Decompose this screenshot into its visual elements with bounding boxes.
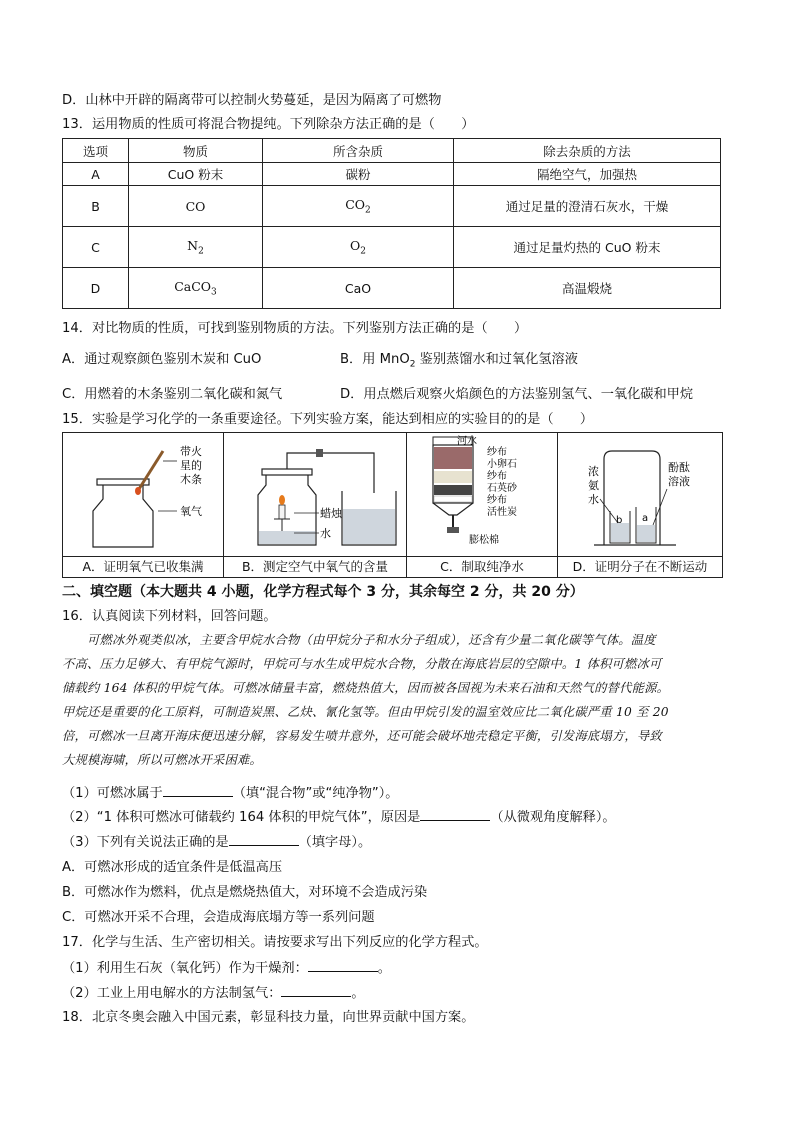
row-method: 高温煅烧	[454, 268, 721, 309]
formula-subscript: 2	[409, 359, 416, 370]
row-impurity	[263, 186, 454, 227]
label-glowing-2: 星的	[180, 459, 202, 472]
caption-c: C．制取纯净水	[407, 557, 558, 578]
row-method: 通过足量的澄清石灰水，干燥	[454, 186, 721, 227]
gas-bottle-splint-diagram	[63, 433, 223, 553]
q14-option-b	[340, 351, 578, 374]
q16-option-b: B．可燃冰作为燃料，优点是燃烧热值大，对环境不会造成污染	[62, 885, 428, 900]
passage-line: 大规模海啸，所以可燃冰开采困难。	[62, 753, 262, 767]
row-method: 隔绝空气，加强热	[454, 163, 721, 186]
q16-option-a: A．可燃冰形成的适宜条件是低温高压	[62, 860, 283, 875]
formula-subscript: 2	[198, 246, 204, 257]
q14-stem: 14．对比物质的性质，可找到鉴别物质的方法。下列鉴别方法正确的是（ ）	[62, 321, 528, 336]
q17-sub-1-text: （1）利用生石灰（氧化钙）作为干燥剂：	[62, 961, 308, 976]
table-header-row	[63, 139, 721, 163]
label-cotton: 膨松棉	[469, 535, 499, 546]
row-substance	[129, 268, 263, 309]
table-row	[63, 268, 721, 309]
formula-base: CaCO	[174, 278, 212, 294]
label-activated-carbon: 活性炭	[487, 507, 517, 518]
label-quartz-sand: 石英砂	[487, 483, 517, 494]
table-row	[63, 227, 721, 268]
row-impurity: CaO	[263, 268, 454, 309]
label-water: 水	[320, 527, 331, 540]
row-substance: CuO 粉末	[129, 163, 263, 186]
answer-blank[interactable]	[163, 784, 233, 797]
q14-option-b-text: B．用 MnO	[340, 352, 410, 367]
label-concentrated-2: 氨	[588, 479, 599, 492]
caption-d: D．证明分子在不断运动	[558, 557, 723, 578]
q17-sub-1-end: 。	[377, 961, 391, 976]
figure-a	[63, 433, 224, 557]
q16-sub-3-text: （3）下列有关说法正确的是	[62, 835, 229, 850]
formula-base: CO	[345, 196, 366, 212]
answer-blank[interactable]	[420, 808, 490, 821]
answer-blank[interactable]	[308, 959, 378, 972]
label-pebbles: 小卵石	[487, 459, 517, 470]
passage-line: 甲烷还是重要的化工原料，可制造炭黑、乙炔、氰化氢等。但由甲烷引发的温室效应比二氧化碳严重 10 至 20	[62, 705, 669, 719]
label-a: a	[642, 513, 649, 524]
row-impurity: 碳粉	[263, 163, 454, 186]
q16-sub-1-text: （1）可燃冰属于	[62, 786, 163, 801]
q16-option-c: C．可燃冰开采不合理，会造成海底塌方等一系列问题	[62, 910, 375, 925]
passage-line: 储载约 164 体积的甲烷气体。可燃冰储量丰富，燃烧热值大，因而被各国视为未来石油和天然气的替代能源。	[62, 681, 670, 695]
caption-a: A．证明氧气已收集满	[63, 557, 224, 578]
caption-b: B．测定空气中氧气的含量	[224, 557, 407, 578]
q13-table	[62, 138, 721, 309]
q14-option-a: A．通过观察颜色鉴别木炭和 CuO	[62, 352, 262, 367]
label-glowing-1: 带火	[180, 445, 202, 458]
row-substance	[129, 227, 263, 268]
q17-sub-1	[62, 959, 391, 978]
q17-sub-2	[62, 984, 365, 1003]
label-concentrated-1: 浓	[588, 465, 599, 478]
figure-b	[224, 433, 407, 557]
answer-blank[interactable]	[281, 984, 351, 997]
label-oxygen: 氧气	[180, 505, 202, 518]
row-method: 通过足量灼热的 CuO 粉末	[454, 227, 721, 268]
q14-option-d: D．用点燃后观察火焰颜色的方法鉴别氢气、一氧化碳和甲烷	[340, 387, 694, 402]
q14-option-c: C．用燃着的木条鉴别二氧化碳和氮气	[62, 387, 283, 402]
passage-line: 不高、压力足够大、有甲烷气源时，甲烷可与水生成甲烷水合物，分散在海底岩层的空隙中。1 体积可燃冰可	[62, 657, 662, 671]
passage-line: 倍，可燃冰一旦离开海床便迅速分解，容易发生喷井意外，还可能会破坏地壳稳定平衡，引发海底塌方，导致	[62, 729, 662, 743]
label-gauze-1: 纱布	[487, 447, 507, 458]
label-splint: 木条	[180, 473, 202, 486]
q16-sub-1-hint: （填“混合物”或“纯净物”）。	[232, 786, 399, 801]
label-b: b	[616, 515, 623, 526]
q17-sub-2-end: 。	[351, 986, 365, 1001]
label-phenolphthalein-2: 溶液	[668, 475, 690, 488]
label-concentrated-3: 水	[588, 493, 599, 506]
q14-options-row-2	[62, 386, 752, 404]
q16-sub-1	[62, 784, 399, 803]
label-phenolphthalein-1: 酚酞	[668, 461, 690, 474]
row-substance: CO	[129, 186, 263, 227]
formula-base: N	[187, 237, 199, 253]
formula-subscript: 2	[360, 246, 366, 257]
row-option: C	[63, 227, 129, 268]
q16-sub-2	[62, 808, 616, 827]
label-gauze-2: 纱布	[487, 471, 507, 482]
q17-sub-2-text: （2）工业上用电解水的方法制氢气：	[62, 986, 282, 1001]
row-option: A	[63, 163, 129, 186]
oxygen-content-apparatus-diagram	[224, 433, 406, 553]
q14-option-b-text-2: 鉴别蒸馏水和过氧化氢溶液	[415, 352, 578, 367]
row-option: B	[63, 186, 129, 227]
q12-option-d: D．山林中开辟的隔离带可以控制火势蔓延，是因为隔离了可燃物	[62, 93, 442, 108]
row-option: D	[63, 268, 129, 309]
q16-passage	[62, 628, 730, 772]
passage-line: 可燃冰外观类似冰，主要含甲烷水合物（由甲烷分子和水分子组成），还含有少量二氧化碳等气体。温度	[62, 633, 656, 647]
label-gauze-3: 纱布	[487, 495, 507, 506]
q14-options-row-1	[62, 351, 752, 369]
q15-figure-table	[62, 432, 723, 578]
label-river-water: 河水	[457, 436, 477, 447]
q16-sub-3	[62, 833, 371, 852]
figure-c	[407, 433, 558, 557]
water-filter-diagram	[407, 433, 557, 553]
label-candle: 蜡烛	[320, 507, 342, 520]
q16-sub-3-hint: （填字母）。	[298, 835, 372, 850]
q16-sub-2-hint: （从微观角度解释）。	[490, 810, 616, 825]
header-option: 选项	[63, 139, 129, 163]
formula-subscript: 2	[365, 205, 371, 216]
answer-blank[interactable]	[229, 833, 299, 846]
table-row	[63, 186, 721, 227]
q17-stem: 17．化学与生活、生产密切相关。请按要求写出下列反应的化学方程式。	[62, 935, 488, 950]
header-impurity: 所含杂质	[263, 139, 454, 163]
formula-base: O	[350, 237, 361, 253]
table-row	[63, 163, 721, 186]
header-method: 除去杂质的方法	[454, 139, 721, 163]
q18-stem: 18．北京冬奥会融入中国元素，彰显科技力量，向世界贡献中国方案。	[62, 1010, 475, 1025]
q16-stem: 16．认真阅读下列材料，回答问题。	[62, 609, 277, 624]
row-impurity	[263, 227, 454, 268]
q16-sub-2-text: （2）“1 体积可燃冰可储载约 164 体积的甲烷气体”，原因是	[62, 810, 421, 825]
q13-stem: 13．运用物质的性质可将混合物提纯。下列除杂方法正确的是（ ）	[62, 117, 475, 132]
figure-d	[558, 433, 723, 557]
header-substance: 物质	[129, 139, 263, 163]
formula-subscript: 3	[211, 287, 217, 298]
q15-stem: 15．实验是学习化学的一条重要途径。下列实验方案，能达到相应的实验目的的是（ ）	[62, 412, 594, 427]
molecule-motion-diagram	[558, 433, 722, 553]
section-2-title: 二、填空题（本大题共 4 小题，化学方程式每个 3 分，其余每空 2 分，共 20 分）	[62, 584, 584, 600]
